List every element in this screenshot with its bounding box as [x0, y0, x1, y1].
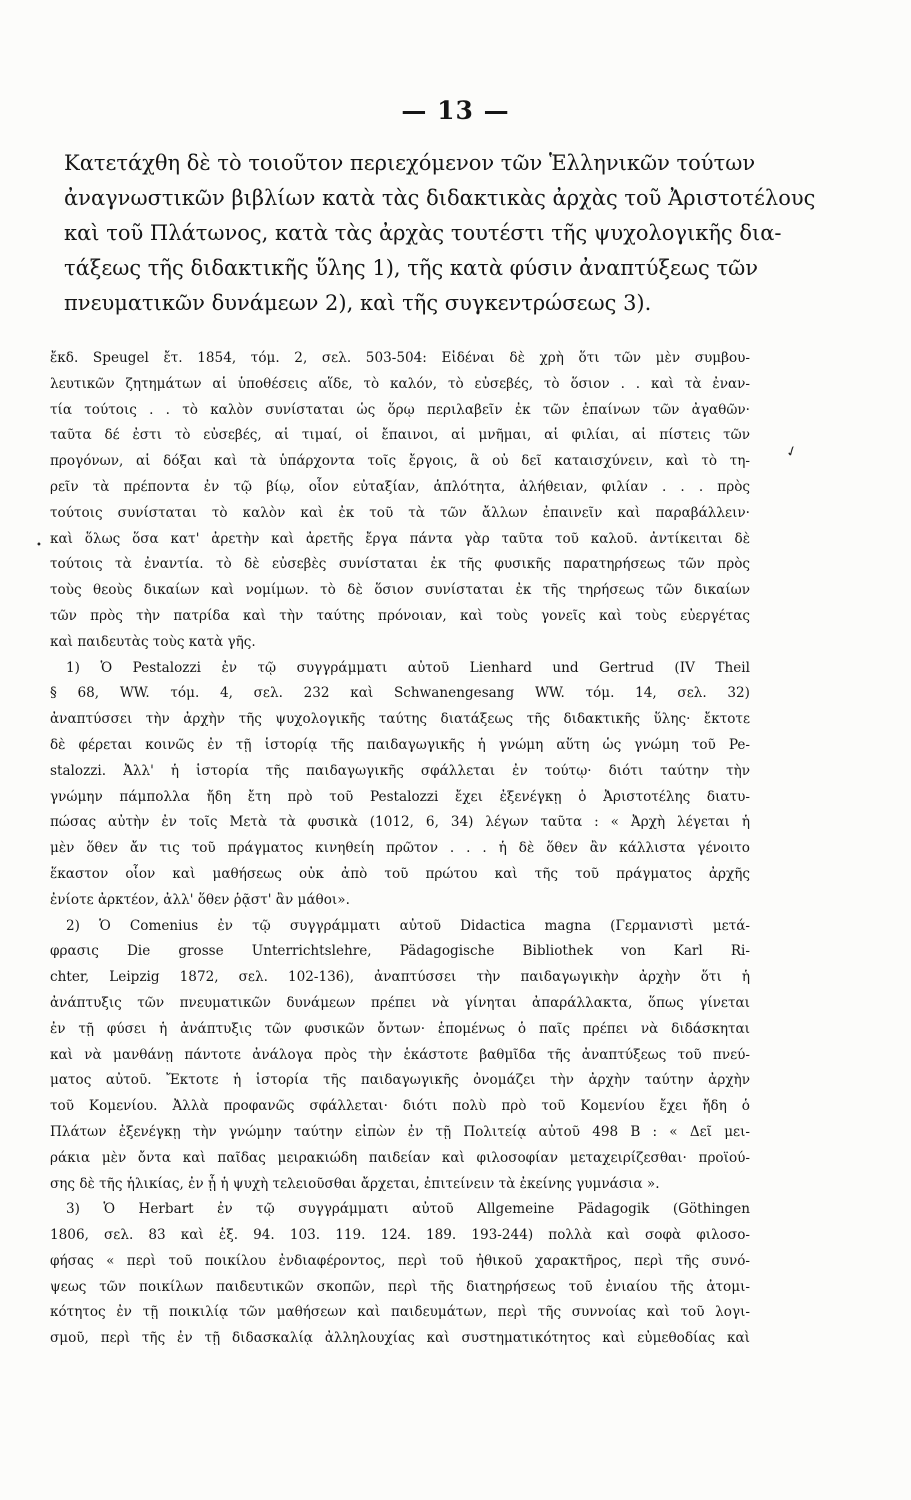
- footnote-line: τία τούτοις . . τὸ καλὸν συνίσταται ὡς ὅρῳ περιλαβεῖν ἐκ τῶν ἐπαίνων τῶν ἀγαθῶν·: [50, 401, 750, 418]
- page-number: — 13 —: [401, 96, 510, 125]
- footnote-1-start: 1) Ὁ Pestalozzi ἐν τῷ συγγράμματι αὐτοῦ Lienhard und Gertrud (IV Theil: [66, 659, 750, 676]
- footnote-line: τοὺς θεοὺς δικαίων καὶ νομίμων. τὸ δὲ ὅσιον συνίσταται ἐκ τῆς τηρήσεως τῶν δικαίων: [50, 582, 750, 599]
- footnote-line: ματος αὐτοῦ. Ἔκτοτε ἡ ἱστορία τῆς παιδαγωγικῆς ὀνομάζει τὴν ἀρχὴν ταύτην ἀρχὴν: [50, 1072, 750, 1089]
- footnote-line: ταῦτα δέ ἐστι τὸ εὐσεβές, αἱ τιμαί, οἱ ἔπαινοι, αἱ μνῆμαι, αἱ φιλίαι, αἱ πίστεις τῶν: [50, 427, 750, 444]
- main-line: τάξεως τῆς διδακτικῆς ὕλης 1), τῆς κατὰ φύσιν ἀναπτύξεως τῶν: [64, 256, 758, 280]
- main-line: καὶ τοῦ Πλάτωνος, κατὰ τὰς ἀρχὰς τουτέστι τῆς ψυχολογικῆς δια-: [64, 221, 782, 245]
- main-line: ἀναγνωστικῶν βιβλίων κατὰ τὰς διδακτικὰς ἀρχὰς τοῦ Ἀριστοτέλους: [64, 186, 816, 210]
- footnote-line: ἐν τῇ φύσει ἡ ἀνάπτυξις τῶν φυσικῶν ὄντων· ἑπομένως ὁ παῖς πρέπει νὰ διδάσκηται: [50, 1020, 750, 1037]
- footnote-line: Πλάτων ἐξενέγκῃ τὴν γνώμην ταύτην εἰπὼν ἐν τῇ Πολιτείᾳ αὐτοῦ 498 Β : « Δεῖ μει-: [50, 1123, 750, 1140]
- footnote-line: πώσας αὐτὴν ἐν τοῖς Μετὰ τὰ φυσικὰ (1012, 6, 34) λέγων ταῦτα : « Ἀρχὴ λέγεται ἡ: [50, 814, 750, 831]
- footnote-line: τούτοις συνίσταται τὸ καλὸν καὶ ἐκ τοῦ τὰ τῶν ἄλλων ἐπαινεῖν καὶ παραβάλλειν·: [50, 504, 750, 521]
- footnotes: [50, 346, 750, 1352]
- footnote-line: τῶν πρὸς τὴν πατρίδα καὶ τὴν ταύτης πρόνοιαν, καὶ τοὺς γονεῖς καὶ τοὺς εὐεργέτας: [50, 607, 750, 624]
- footnote-line: ἀναπτύσσει τὴν ἀρχὴν τῆς ψυχολογικῆς ταύτης διατάξεως τῆς διδακτικῆς ὕλης· ἔκτοτε: [50, 711, 750, 728]
- footnote-line: 1806, σελ. 83 καὶ ἑξ. 94. 103. 119. 124. 189. 193-244) πολλὰ καὶ σοφὰ φιλοσο-: [50, 1227, 750, 1244]
- main-line: Κατετάχθη δὲ τὸ τοιοῦτον περιεχόμενον τῶν Ἑλληνικῶν τούτων: [64, 151, 756, 175]
- footnote-line: κότητος ἐν τῇ ποικιλίᾳ τῶν μαθήσεων καὶ παιδευμάτων, περὶ τῆς συννοίας καὶ τοῦ λογι-: [50, 1304, 750, 1321]
- footnote-line: καὶ παιδευτὰς τοὺς κατὰ γῆς.: [50, 633, 256, 650]
- footnote-line: ράκια μὲν ὄντα καὶ παῖδας μειρακιώδη παιδείαν καὶ φιλοσοφίαν μεταχειρίζεσθαι· προϊού-: [50, 1149, 750, 1166]
- footnote-line: ψεως τῶν ποικίλων παιδευτικῶν σκοπῶν, περὶ τῆς διατηρήσεως τοῦ ἐνιαίου τῆς ἀτομι-: [50, 1278, 750, 1295]
- footnote-2-start: 2) Ὁ Comenius ἐν τῷ συγγράμματι αὐτοῦ Didactica magna (Γερμανιστὶ μετά-: [66, 917, 750, 934]
- footnote-line: ἔκδ. Speugel ἔτ. 1854, τόμ. 2, σελ. 503-504: Εἰδέναι δὲ χρὴ ὅτι τῶν μὲν συμβου-: [50, 350, 750, 366]
- footnote-line: σης δὲ τῆς ἡλικίας, ἐν ᾗ ἡ ψυχὴ τελειοῦσθαι ἄρχεται, ἐπιτείνειν τὰ ἐκείνης γυμνάσια ».: [50, 1175, 660, 1192]
- main-paragraph: [64, 146, 816, 321]
- footnote-line: ἐνίοτε ἀρκτέον, ἀλλ' ὅθεν ῥᾷστ' ἂν μάθοι».: [50, 891, 350, 908]
- footnote-line: ρεῖν τὰ πρέποντα ἐν τῷ βίῳ, οἷον εὐταξίαν, ἁπλότητα, ἀλήθειαν, φιλίαν . . . πρὸς: [50, 478, 750, 495]
- footnote-line: σμοῦ, περὶ τῆς ἐν τῇ διδασκαλίᾳ ἀλληλουχίας καὶ συστηματικότητος καὶ εὐμεθοδίας καὶ: [50, 1330, 750, 1347]
- footnote-line: φήσας « περὶ τοῦ ποικίλου ἐνδιαφέροντος, περὶ τοῦ ἠθικοῦ χαρακτῆρος, περὶ τῆς συνό-: [50, 1252, 750, 1269]
- footnote-line: καὶ νὰ μανθάνῃ πάντοτε ἀνάλογα πρὸς τὴν ἑκάστοτε βαθμῖδα τῆς ἀναπτύξεως τοῦ πνεύ-: [50, 1046, 750, 1063]
- footnote-line: τοῦ Κομενίου. Ἀλλὰ προφανῶς σφάλλεται· διότι πολὺ πρὸ τοῦ Κομενίου ἔχει ἤδη ὁ: [50, 1098, 750, 1115]
- footnote-line: μὲν ὅθεν ἄν τις τοῦ πράγματος κινηθείη πρῶτον . . . ἡ δὲ ὅθεν ἂν κάλλιστα γένοιτο: [50, 840, 750, 857]
- footnote-line: λευτικῶν ζητημάτων αἱ ὑποθέσεις αἵδε, τὸ καλόν, τὸ εὐσεβές, τὸ ὅσιον . . καὶ τὰ ἐναν-: [50, 375, 750, 392]
- footnote-line: προγόνων, αἱ δόξαι καὶ τὰ ὑπάρχοντα τοῖς ἔργοις, ἃ οὐ δεῖ καταισχύνειν, καὶ τὸ τη-: [50, 453, 750, 470]
- footnote-line: τούτοις τὰ ἐναντία. τὸ δὲ εὐσεβὲς συνίσταται ἐκ τῆς φυσικῆς παρατηρήσεως τῶν πρὸς: [50, 556, 750, 573]
- footnote-line: § 68, WW. τόμ. 4, σελ. 232 καὶ Schwanengesang WW. τόμ. 14, σελ. 32): [50, 685, 750, 702]
- footnote-line: καὶ ὅλως ὅσα κατ' ἀρετὴν καὶ ἀρετῆς ἔργα πάντα γὰρ ταῦτα τοῦ καλοῦ. ἀντίκειται δὲ: [50, 530, 750, 547]
- main-line: πνευματικῶν δυνάμεων 2), καὶ τῆς συγκεντρώσεως 3).: [64, 291, 652, 315]
- footnote-line: ἕκαστον οἷον καὶ μαθήσεως οὐκ ἀπὸ τοῦ πρώτου καὶ τῆς τοῦ πράγματος ἀρχῆς: [50, 865, 750, 882]
- footnote-line: chter, Leipzig 1872, σελ. 102-136), ἀναπτύσσει τὴν παιδαγωγικὴν ἀρχὴν ὅτι ἡ: [50, 969, 750, 986]
- dot-mark-icon: •: [36, 540, 42, 551]
- footnote-line: stalozzi. Ἀλλ' ἡ ἱστορία τῆς παιδαγωγικῆς σφάλλεται ἐν τούτῳ· διότι ταύτην τὴν: [50, 762, 750, 779]
- footnote-line: δὲ φέρεται κοινῶς ἐν τῇ ἱστορίᾳ τῆς παιδαγωγικῆς ἡ γνώμη αὕτη ὡς γνώμη τοῦ Pe-: [50, 736, 750, 753]
- footnote-line: ἀνάπτυξις τῶν πνευματικῶν δυνάμεων πρέπει νὰ γίνηται ἀπαράλλακτα, ὅπως γίνεται: [50, 994, 750, 1011]
- footnote-3-start: 3) Ὁ Herbart ἐν τῷ συγγράμματι αὐτοῦ Allgemeine Pädagogik (Göthingen: [66, 1201, 750, 1218]
- pen-mark-icon: ✓: [783, 442, 801, 462]
- footnote-line: γνώμην πάμπολλα ἤδη ἔτη πρὸ τοῦ Pestalozzi ἔχει ἐξενέγκῃ ὁ Ἀριστοτέλης διατυ-: [50, 788, 750, 805]
- footnote-line: φρασις Die grosse Unterrichtslehre, Pädagogische Bibliothek von Karl Ri-: [50, 943, 750, 960]
